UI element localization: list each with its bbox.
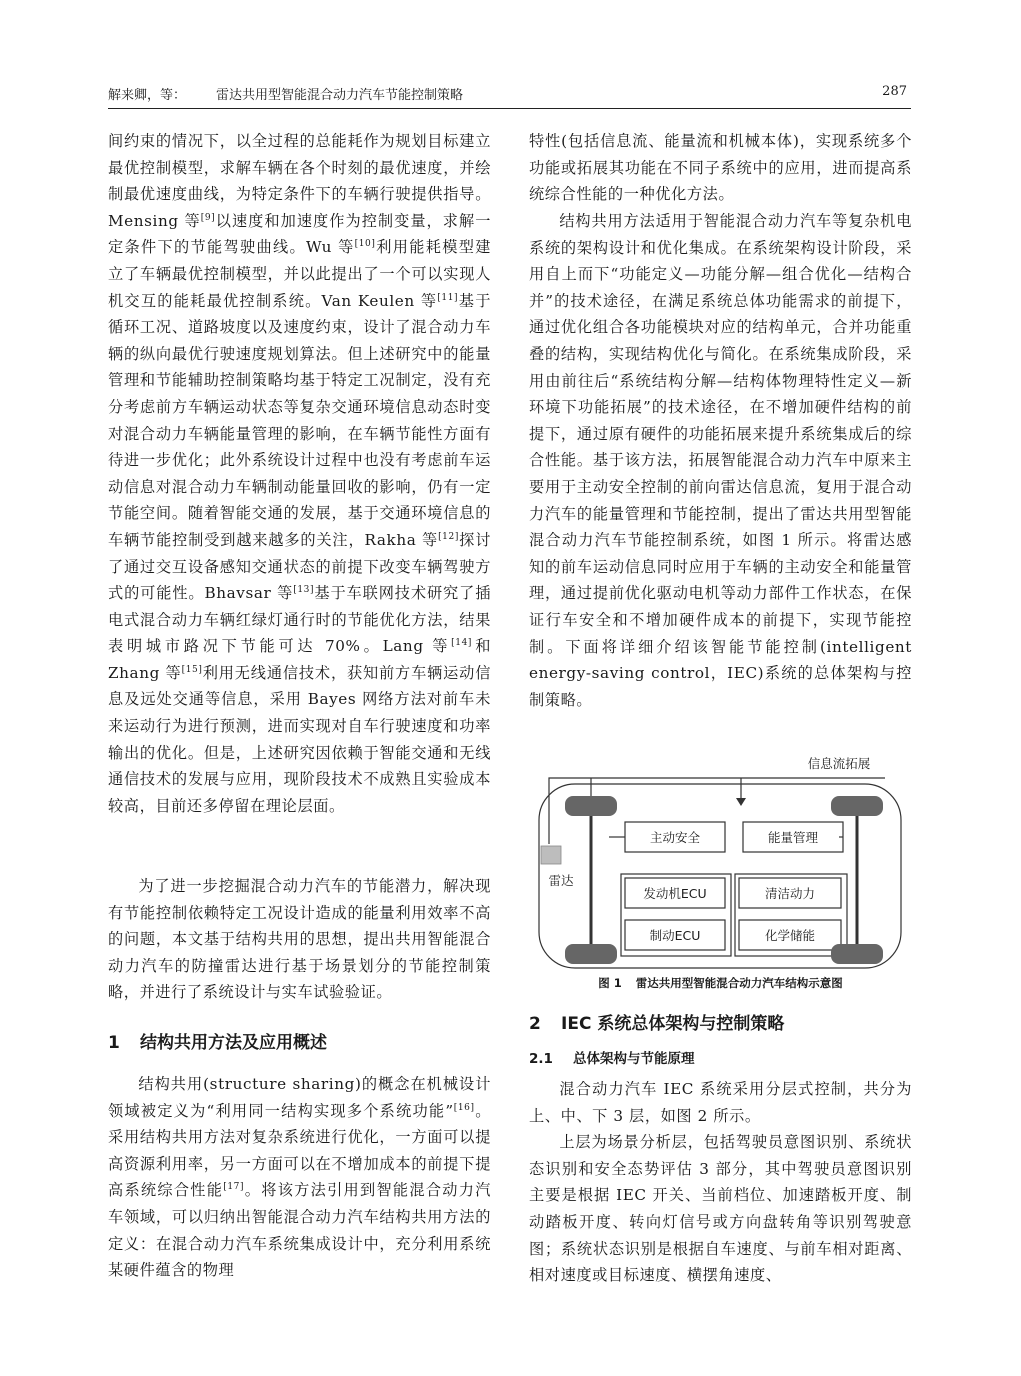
label-engine-ecu: 发动机ECU — [643, 886, 707, 901]
info-flow-arrow-right — [736, 798, 746, 806]
paragraph-motivation: 为了进一步挖掘混合动力汽车的节能潜力，解决现有节能控制依赖特定工况设计造成的能量利用效率不高的问题，本文基于结构共用的思想，提出共用智能混合动力汽车的防撞雷达进行基于场景划分的节能控制策略，并进行了系统设计与实车试验验证。 — [108, 877, 491, 1002]
citation: [9] — [200, 212, 216, 223]
paragraph-related-work: 间约束的情况下，以全过程的总能耗作为规划目标建立最优控制模型，求解车辆在各个时刻的最优速度，并绘制最优速度曲线，为特定条件下的车辆行驶提供指导。Mensing 等[9]以速度和加速度作为控制变量，求解一定条件下的节能驾驶曲线。Wu 等[10]利用能耗模型建立了车辆最优控制模型，并以此提出了一个可以实现人机交互的能耗最优控制系统。Van Keulen 等[11]基于循环工况、道路坡度以及速度约束，设计了混合动力车辆的纵向最优行驶速度规划算法。但上述研究中的能量管理和节能辅助控制策略均基于特定工况制定，没有充分考虑前方车辆运动状态等复杂交通环境信息动态时变对混合动力车辆能量管理的影响，在车辆节能性方面有待进一步优化；此外系统设计过程中也没有考虑前车运动信息对混合动力车辆制动能量回收的影响，仍有一定节能空间。随着智能交通的发展，基于交通环境信息的车辆节能控制受到越来越多的关注，Rakha 等[12]探讨了通过交互设备感知交通状态的前提下改变车辆驾驶方式的可能性。Bhavsar 等[13]基于车联网技术研究了插电式混合动力车辆红绿灯通行时的节能优化方法，结果表明城市路况下节能可达 70%。Lang 等[14]和 Zhang 等[15]利用无线通信技术，获知前方车辆运动信息及远处交通等信息，采用 Bayes 网络方法对前车未来运动行为进行预测，进而实现对自车行驶速度和功率输出的优化。但是，上述研究因依赖于智能交通和无线通信技术的发展与应用，现阶段技术不成熟且实验成本较高，目前还多停留在理论层面。 — [108, 132, 492, 815]
figure-1 — [529, 756, 912, 972]
label-info-flow: 信息流拓展 — [807, 756, 871, 771]
citation: [15] — [181, 664, 203, 675]
section-1-heading: 1 结构共用方法及应用概述 — [108, 1033, 327, 1053]
citation: [10] — [354, 239, 376, 250]
header-authors: 解来卿，等： — [108, 88, 187, 103]
paragraph-iec-layers: 混合动力汽车 IEC 系统采用分层式控制，共分为上、中、下 3 层，如图 2 所示。 — [529, 1080, 912, 1125]
radar-sensor — [541, 846, 561, 864]
vehicle-structure-diagram — [529, 756, 912, 972]
running-header — [108, 82, 911, 109]
wheel-front-right — [565, 944, 617, 964]
label-chem-storage: 化学储能 — [764, 928, 816, 943]
citation: [12] — [438, 531, 459, 542]
section-2-heading: 2 IEC 系统总体架构与控制策略 — [529, 1014, 785, 1034]
label-energy-management: 能量管理 — [767, 830, 819, 845]
header-title: 雷达共用型智能混合动力汽车节能控制策略 — [216, 88, 464, 103]
paragraph-continued: 特性(包括信息流、能量流和机械本体)，实现系统多个功能或拓展其功能在不同子系统中的应用，进而提高系统综合性能的一种优化方法。 — [529, 132, 912, 204]
right-column — [529, 128, 912, 1289]
citation: [16] — [453, 1102, 475, 1113]
citation: [13] — [293, 585, 315, 596]
wheel-rear-right — [831, 944, 883, 964]
figure-1-caption: 图 1 雷达共用型智能混合动力汽车结构示意图 — [598, 976, 843, 990]
paragraph-method: 结构共用方法适用于智能混合动力汽车等复杂机电系统的架构设计和优化集成。在系统架构设计阶段，采用自上而下“功能定义—功能分解—组合优化—结构合并”的技术途径，在满足系统总体功能需求的前提下，通过优化组合各功能模块对应的结构单元，合并功能重叠的结构，实现结构优化与简化。在系统集成阶段，采用由前往后“系统结构分解—结构体物理特性定义—新环境下功能拓展”的技术途径，在不增加硬件结构的前提下，通过原有硬件的功能拓展来提升系统集成后的综合性能。基于该方法，拓展智能混合动力汽车中原来主要用于主动安全控制的前向雷达信息流，复用于混合动力汽车的能量管理和节能控制，提出了雷达共用型智能混合动力汽车节能控制系统，如图 1 所示。将雷达感知的前车运动信息同时应用于车辆的主动安全和能量管理，通过提前优化驱动电机等动力部件工作状态，在保证行车安全和不增加硬件成本的前提下，实现节能控制。下面将详细介绍该智能节能控制(intelligent energy-saving control，IEC)系统的总体架构与控制策略。 — [529, 212, 912, 709]
paragraph-structure-sharing: 结构共用(structure sharing)的概念在机械设计领域被定义为“利用同一结构实现多个系统功能”[16]。采用结构共用方法对复杂系统进行优化，一方面可以提高资源利用率，另一方面可以在不增加成本的前提下提高系统综合性能[17]。将该方法引用到智能混合动力汽车领域，可以归纳出智能混合动力汽车结构共用方法的定义：在混合动力汽车系统集成设计中，充分利用系统某硬件蕴含的物理 — [108, 1075, 492, 1280]
wheel-front-left — [565, 796, 617, 816]
section-2-1-heading: 2.1 总体架构与节能原理 — [529, 1051, 695, 1067]
label-clean-power: 清洁动力 — [764, 886, 816, 901]
citation: [14] — [451, 638, 473, 649]
label-active-safety: 主动安全 — [649, 830, 701, 845]
left-column — [108, 128, 491, 1284]
label-brake-ecu: 制动ECU — [649, 928, 701, 943]
citation: [11] — [437, 292, 459, 303]
citation: [17] — [223, 1182, 245, 1193]
paragraph-scene-analysis: 上层为场景分析层，包括驾驶员意图识别、系统状态识别和安全态势评估 3 部分，其中驾驶员意图识别主要是根据 IEC 开关、当前档位、加速踏板开度、制动踏板开度、转向灯信号或方向盘转角等识别驾驶意图；系统状态识别是根据自车速度、与前车相对距离、相对速度或目标速度、横摆角速度、 — [529, 1133, 912, 1285]
label-radar: 雷达 — [548, 873, 574, 888]
page-number: 287 — [882, 84, 907, 99]
wheel-rear-left — [831, 796, 883, 816]
